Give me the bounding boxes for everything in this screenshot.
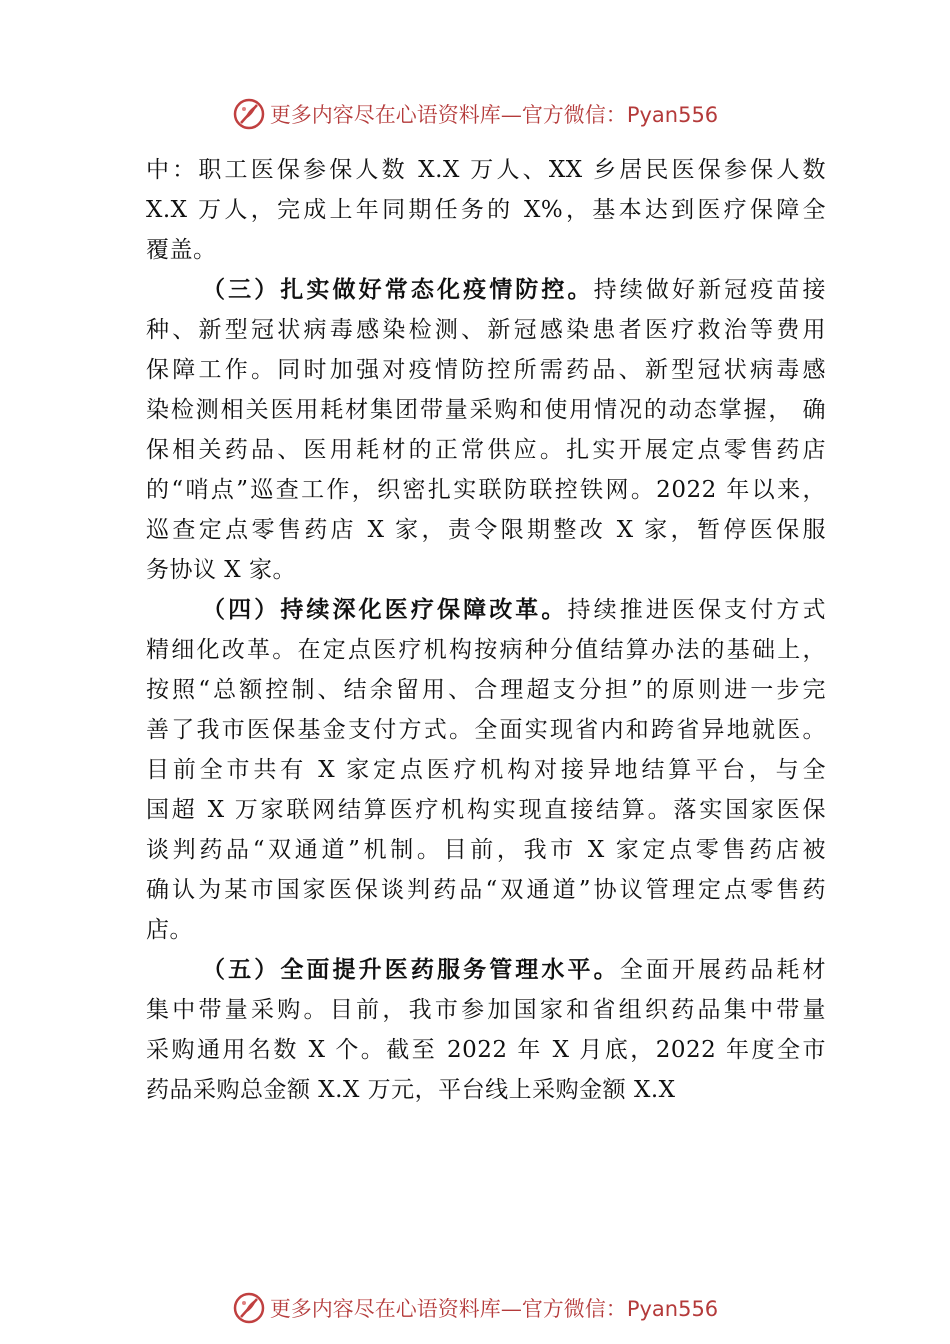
header-watermark-text	[270, 99, 718, 129]
text-line: 善了我市医保基金支付方式。全面实现省内和跨省异地就医。	[146, 717, 826, 743]
section-heading-4: （四）持续深化医疗保障改革。	[202, 596, 568, 623]
text-line: 保相关药品、医用耗材的正常供应。扎实开展定点零售药店	[146, 437, 826, 463]
section-heading-3: （三）扎实做好常态化疫情防控。	[202, 276, 594, 303]
document-body	[146, 150, 826, 1110]
header-separator: —	[500, 103, 522, 127]
paragraph-epidemic-control	[146, 270, 826, 590]
text-line: 集中带量采购。目前，我市参加国家和省组织药品集中带量	[146, 997, 826, 1023]
footer-contact: 官方微信：	[521, 1297, 627, 1321]
text-span: 持续推进医保支付方式	[567, 597, 827, 623]
text-line	[146, 270, 826, 310]
text-line: 染检测相关医用耗材集团带量采购和使用情况的动态掌握， 确	[146, 397, 826, 423]
text-line: 国超 X 万家联网结算医疗机构实现直接结算。落实国家医保	[146, 797, 826, 823]
header-wechat-id: Pyan556	[626, 103, 719, 127]
paragraph-coverage	[146, 150, 826, 270]
text-line: X.X 万人，完成上年同期任务的 X%，基本达到医疗保障全	[146, 197, 826, 223]
footer-brand: 更多内容尽在心语资料库	[269, 1297, 501, 1321]
text-line: 保障工作。同时加强对疫情防控所需药品、新型冠状病毒感	[146, 357, 826, 383]
footer-watermark-text	[270, 1293, 718, 1323]
text-line	[146, 950, 826, 990]
text-line: 采购通用名数 X 个。截至 2022 年 X 月底，2022 年度全市	[146, 1037, 826, 1063]
footer-watermark	[0, 1290, 950, 1326]
quill-logo-icon	[232, 97, 266, 131]
text-line: 中：职工医保参保人数 X.X 万人、XX 乡居民医保参保人数	[146, 157, 826, 183]
text-line: 种、新型冠状病毒感染检测、新冠感染患者医疗救治等费用	[146, 317, 826, 343]
text-span: 全面开展药品耗材	[619, 957, 827, 983]
text-span: 持续做好新冠疫苗接	[593, 277, 827, 303]
paragraph-reform	[146, 590, 826, 950]
text-line: 务协议 X 家。	[146, 557, 296, 583]
footer-separator: —	[500, 1297, 522, 1321]
text-line: 巡查定点零售药店 X 家，责令限期整改 X 家，暂停医保服	[146, 517, 826, 543]
header-watermark	[0, 96, 950, 132]
paragraph-pharma-management	[146, 950, 826, 1110]
text-line: 按照“总额控制、结余留用、合理超支分担”的原则进一步完	[146, 677, 826, 703]
text-line: 覆盖。	[146, 237, 217, 263]
section-heading-5: （五）全面提升医药服务管理水平。	[202, 956, 620, 983]
text-line: 的“哨点”巡查工作，织密扎实联防联控铁网。2022 年以来，	[146, 477, 826, 503]
text-line: 药品采购总金额 X.X 万元，平台线上采购金额 X.X	[146, 1077, 676, 1103]
footer-wechat-id: Pyan556	[626, 1297, 719, 1321]
header-brand: 更多内容尽在心语资料库	[269, 103, 501, 127]
text-line: 店。	[146, 917, 193, 943]
text-line: 确认为某市国家医保谈判药品“双通道”协议管理定点零售药	[146, 877, 826, 903]
text-line: 精细化改革。在定点医疗机构按病种分值结算办法的基础上，	[146, 637, 826, 663]
header-contact: 官方微信：	[521, 103, 627, 127]
text-line: 目前全市共有 X 家定点医疗机构对接异地结算平台，与全	[146, 757, 826, 783]
text-line	[146, 590, 826, 630]
text-line: 谈判药品“双通道”机制。目前，我市 X 家定点零售药店被	[146, 837, 826, 863]
quill-logo-icon	[232, 1291, 266, 1325]
